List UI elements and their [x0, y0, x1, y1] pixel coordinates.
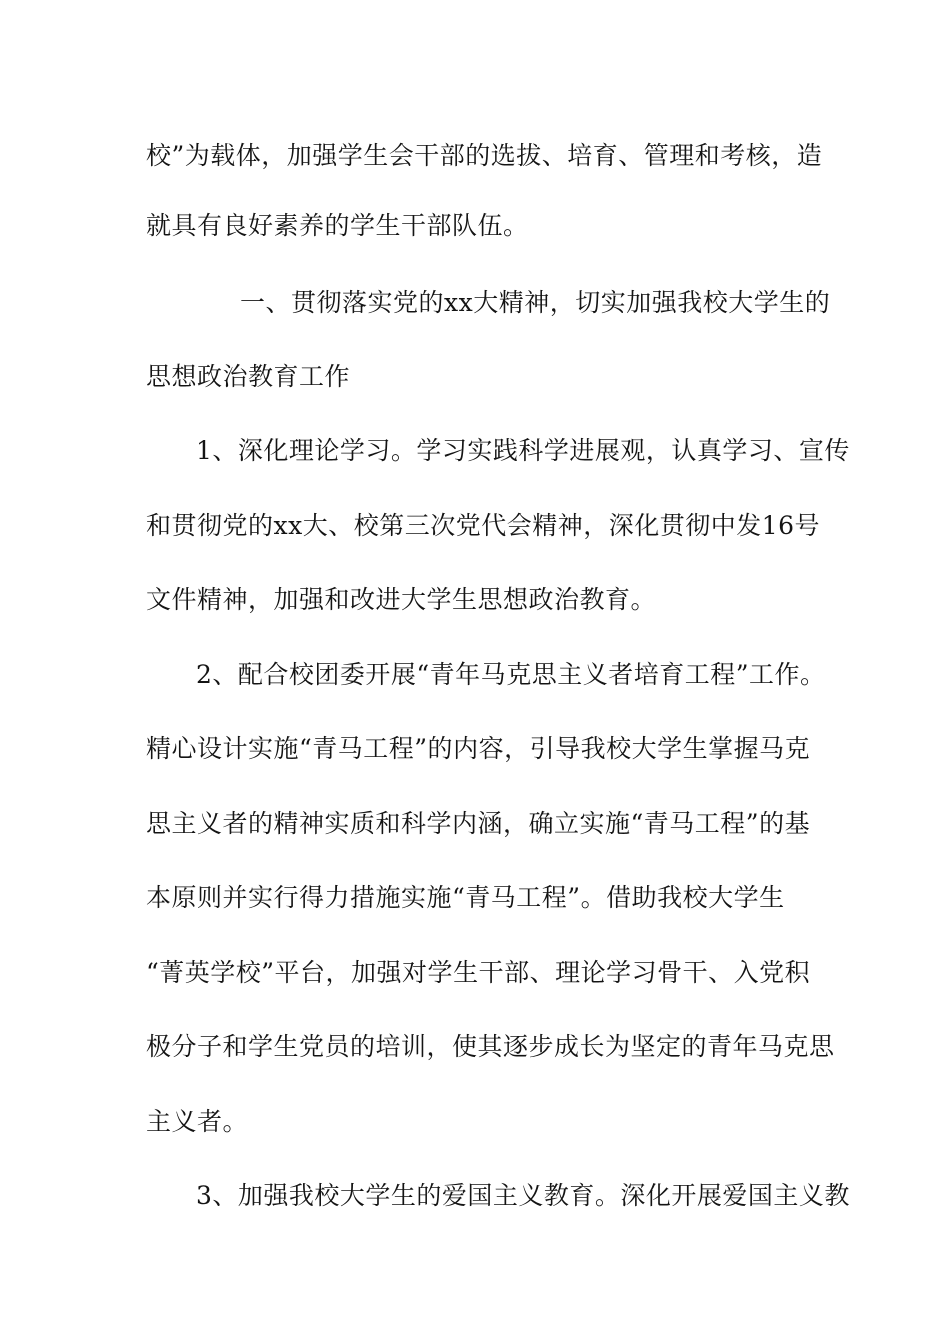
section-heading-1: 一、贯彻落实党的xx大精神，切实加强我校大学生的 — [240, 288, 831, 317]
text-line-1: 校”为载体，加强学生会干部的选拔、培育、管理和考核，造 — [146, 141, 823, 170]
item-1-line-3: 文件精神，加强和改进大学生思想政治教育。 — [146, 585, 657, 614]
item-2-line-6: 极分子和学生党员的培训，使其逐步成长为坚定的青年马克思 — [146, 1032, 835, 1061]
item-2-line-7: 主义者。 — [146, 1107, 249, 1136]
item-1-line-2: 和贯彻党的xx大、校第三次党代会精神，深化贯彻中发16号 — [146, 511, 821, 540]
text-line-2: 就具有良好素养的学生干部队伍。 — [146, 211, 529, 240]
section-heading-1-cont: 思想政治教育工作 — [146, 362, 351, 391]
item-2-line-4: 本原则并实行得力措施实施“青马工程”。借助我校大学生 — [146, 883, 785, 912]
item-1-line-1: 1、深化理论学习。学习实践科学进展观，认真学习、宣传 — [196, 436, 850, 465]
item-2-line-3: 思主义者的精神实质和科学内涵，确立实施“青马工程”的基 — [146, 809, 811, 838]
item-2-line-5: “菁英学校”平台，加强对学生干部、理论学习骨干、入党积 — [146, 958, 811, 987]
item-2-line-2: 精心设计实施“青马工程”的内容，引导我校大学生掌握马克 — [146, 734, 811, 763]
item-3-line-1: 3、加强我校大学生的爱国主义教育。深化开展爱国主义教 — [196, 1181, 850, 1210]
item-2-line-1: 2、配合校团委开展“青年马克思主义者培育工程”工作。 — [196, 660, 826, 689]
